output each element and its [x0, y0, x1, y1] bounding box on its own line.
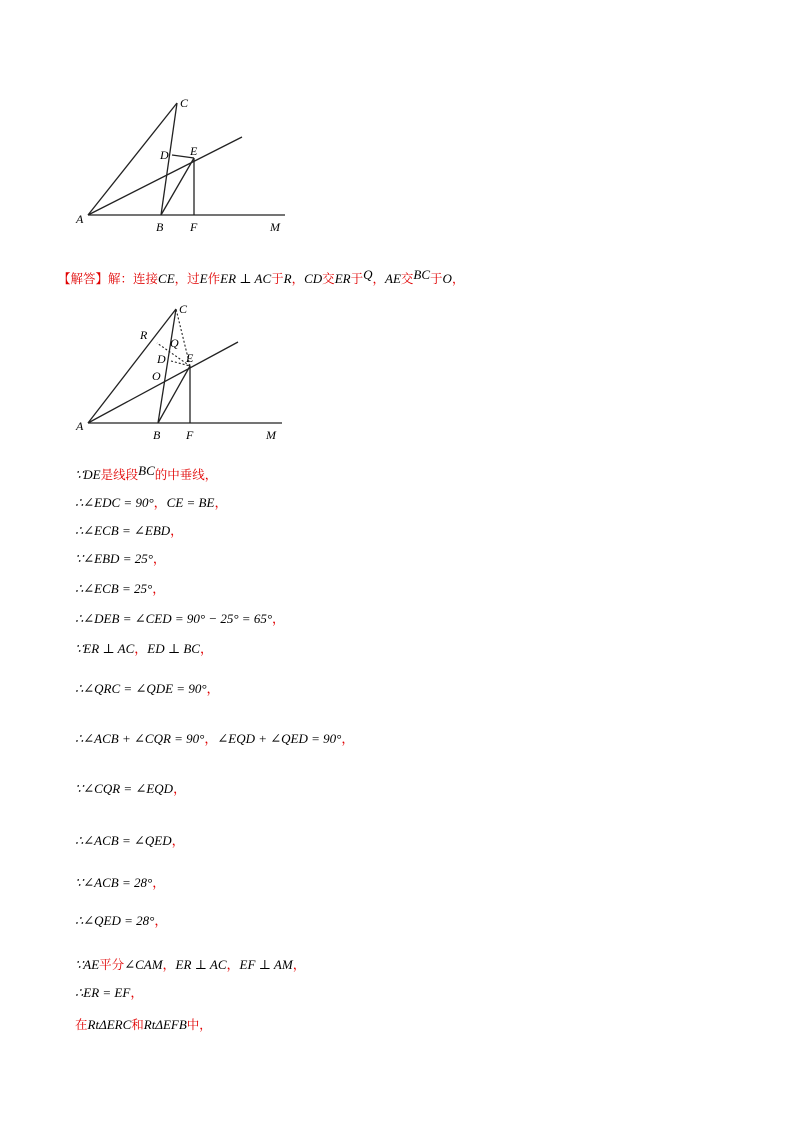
line-be — [161, 158, 194, 215]
math-expression: RtΔERC — [87, 1017, 132, 1032]
step-text: ， — [152, 552, 166, 567]
step-text: ， — [152, 876, 166, 891]
math-expression: ∠EBD = 25° — [83, 551, 153, 566]
label-r: R — [140, 328, 148, 342]
math-expression: ER = EF — [83, 985, 131, 1000]
label-d: D — [157, 352, 166, 366]
step-line: ∵DE是线段BC的中垂线， — [75, 463, 218, 482]
step-line: ∴∠ECB = ∠EBD， — [75, 523, 184, 539]
figure-1-diagram — [70, 95, 300, 240]
math-expression: RtΔEFB — [143, 1017, 187, 1032]
step-text: 是线段 — [100, 467, 139, 482]
step-text: ， — [130, 986, 144, 1001]
math-expression: EF ⊥ AM — [239, 957, 293, 972]
label-q: Q — [170, 336, 179, 350]
step-text: ， — [162, 958, 176, 973]
label-o: O — [152, 369, 161, 383]
math-expression: ER ⊥ AC — [175, 957, 227, 972]
step-text: 和 — [131, 1017, 144, 1032]
step-text: ， — [170, 524, 184, 539]
step-line: ∴∠ACB = ∠QED， — [75, 833, 185, 849]
math-expression: ER ⊥ AC — [83, 641, 135, 656]
label-b: B — [156, 220, 164, 234]
step-line: ∴∠DEB = ∠CED = 90° − 25° = 65°， — [75, 611, 286, 627]
label-m: M — [270, 220, 280, 234]
math-expression: ED ⊥ BC — [147, 641, 200, 656]
step-text: ， — [214, 496, 228, 511]
step-text: ， — [173, 782, 187, 797]
math-expression: ∠ECB = 25° — [83, 581, 153, 596]
step-text: 中， — [186, 1017, 212, 1032]
math-expression: CE = BE — [166, 495, 215, 510]
label-f: F — [190, 220, 198, 234]
math-expression: ∠QED = 28° — [83, 913, 155, 928]
line-ac — [88, 309, 176, 423]
math-expression: AE — [83, 957, 100, 972]
step-text: ， — [171, 834, 185, 849]
step-text: ， — [199, 642, 213, 657]
step-line: ∵AE平分∠CAM，ER ⊥ AC，EF ⊥ AM， — [75, 957, 306, 973]
label-m: M — [266, 428, 276, 442]
label-d: D — [160, 148, 169, 162]
step-line — [75, 1016, 212, 1035]
step-line: ∴∠QED = 28°， — [75, 913, 168, 929]
label-c: C — [179, 302, 188, 316]
label-b: B — [153, 428, 161, 442]
label-a: A — [76, 419, 84, 433]
step-text: ， — [226, 958, 240, 973]
step-text: ， — [272, 612, 286, 627]
step-text: 在 — [75, 1017, 88, 1032]
step-text: 的中垂线， — [154, 467, 218, 482]
step-text: ， — [292, 958, 306, 973]
step-line: ∴∠ACB + ∠CQR = 90°，∠EQD + ∠QED = 90°， — [75, 731, 355, 747]
math-expression: ∠CAM — [124, 957, 163, 972]
math-expression: ∠ACB = 28° — [83, 875, 153, 890]
figure-2-svg — [70, 300, 300, 445]
math-expression: ∠ECB = ∠EBD — [83, 523, 171, 538]
math-expression: ∠CQR = ∠EQD — [83, 781, 174, 796]
math-expression: ∠ACB + ∠CQR = 90° — [83, 731, 205, 746]
math-expression: ∠ACB = ∠QED — [83, 833, 172, 848]
step-text: ， — [153, 496, 167, 511]
step-text: 平分 — [99, 957, 125, 972]
step-text: ， — [206, 682, 220, 697]
figure-1-svg — [70, 95, 300, 240]
math-expression: ∠EDC = 90° — [83, 495, 154, 510]
step-text: ， — [134, 642, 148, 657]
figure-2-diagram — [70, 300, 300, 445]
label-f: F — [186, 428, 194, 442]
math-expression: ∠EQD + ∠QED = 90° — [217, 731, 342, 746]
solution-heading: 【解答】 — [58, 271, 109, 286]
step-line: ∴∠ECB = 25°， — [75, 581, 166, 597]
step-line: ∴ER = EF， — [75, 985, 144, 1001]
math-expression: ∠QRC = ∠QDE = 90° — [83, 681, 207, 696]
step-line: ∵∠EBD = 25°， — [75, 551, 166, 567]
math-expression: ∠DEB = ∠CED = 90° − 25° = 65° — [83, 611, 273, 626]
step-text: ， — [204, 732, 218, 747]
solution-intro: 【解答】解：连接CE，过E作ER ⊥ AC于R，CD交ER于Q，AE交BC于O， — [58, 267, 465, 286]
label-a: A — [76, 212, 84, 226]
step-text: ， — [154, 914, 168, 929]
step-line: ∵∠ACB = 28°， — [75, 875, 166, 891]
step-line: ∵∠CQR = ∠EQD， — [75, 781, 187, 797]
step-line: ∵ER ⊥ AC，ED ⊥ BC， — [75, 641, 213, 657]
label-e: E — [186, 351, 194, 365]
label-e: E — [190, 144, 198, 158]
step-text: ， — [152, 582, 166, 597]
step-line: ∴∠EDC = 90°，CE = BE， — [75, 495, 228, 511]
math-expression: BC — [138, 463, 155, 478]
step-line: ∴∠QRC = ∠QDE = 90°， — [75, 681, 220, 697]
step-text: ， — [341, 732, 355, 747]
label-c: C — [180, 96, 189, 110]
math-expression: DE — [83, 467, 101, 482]
